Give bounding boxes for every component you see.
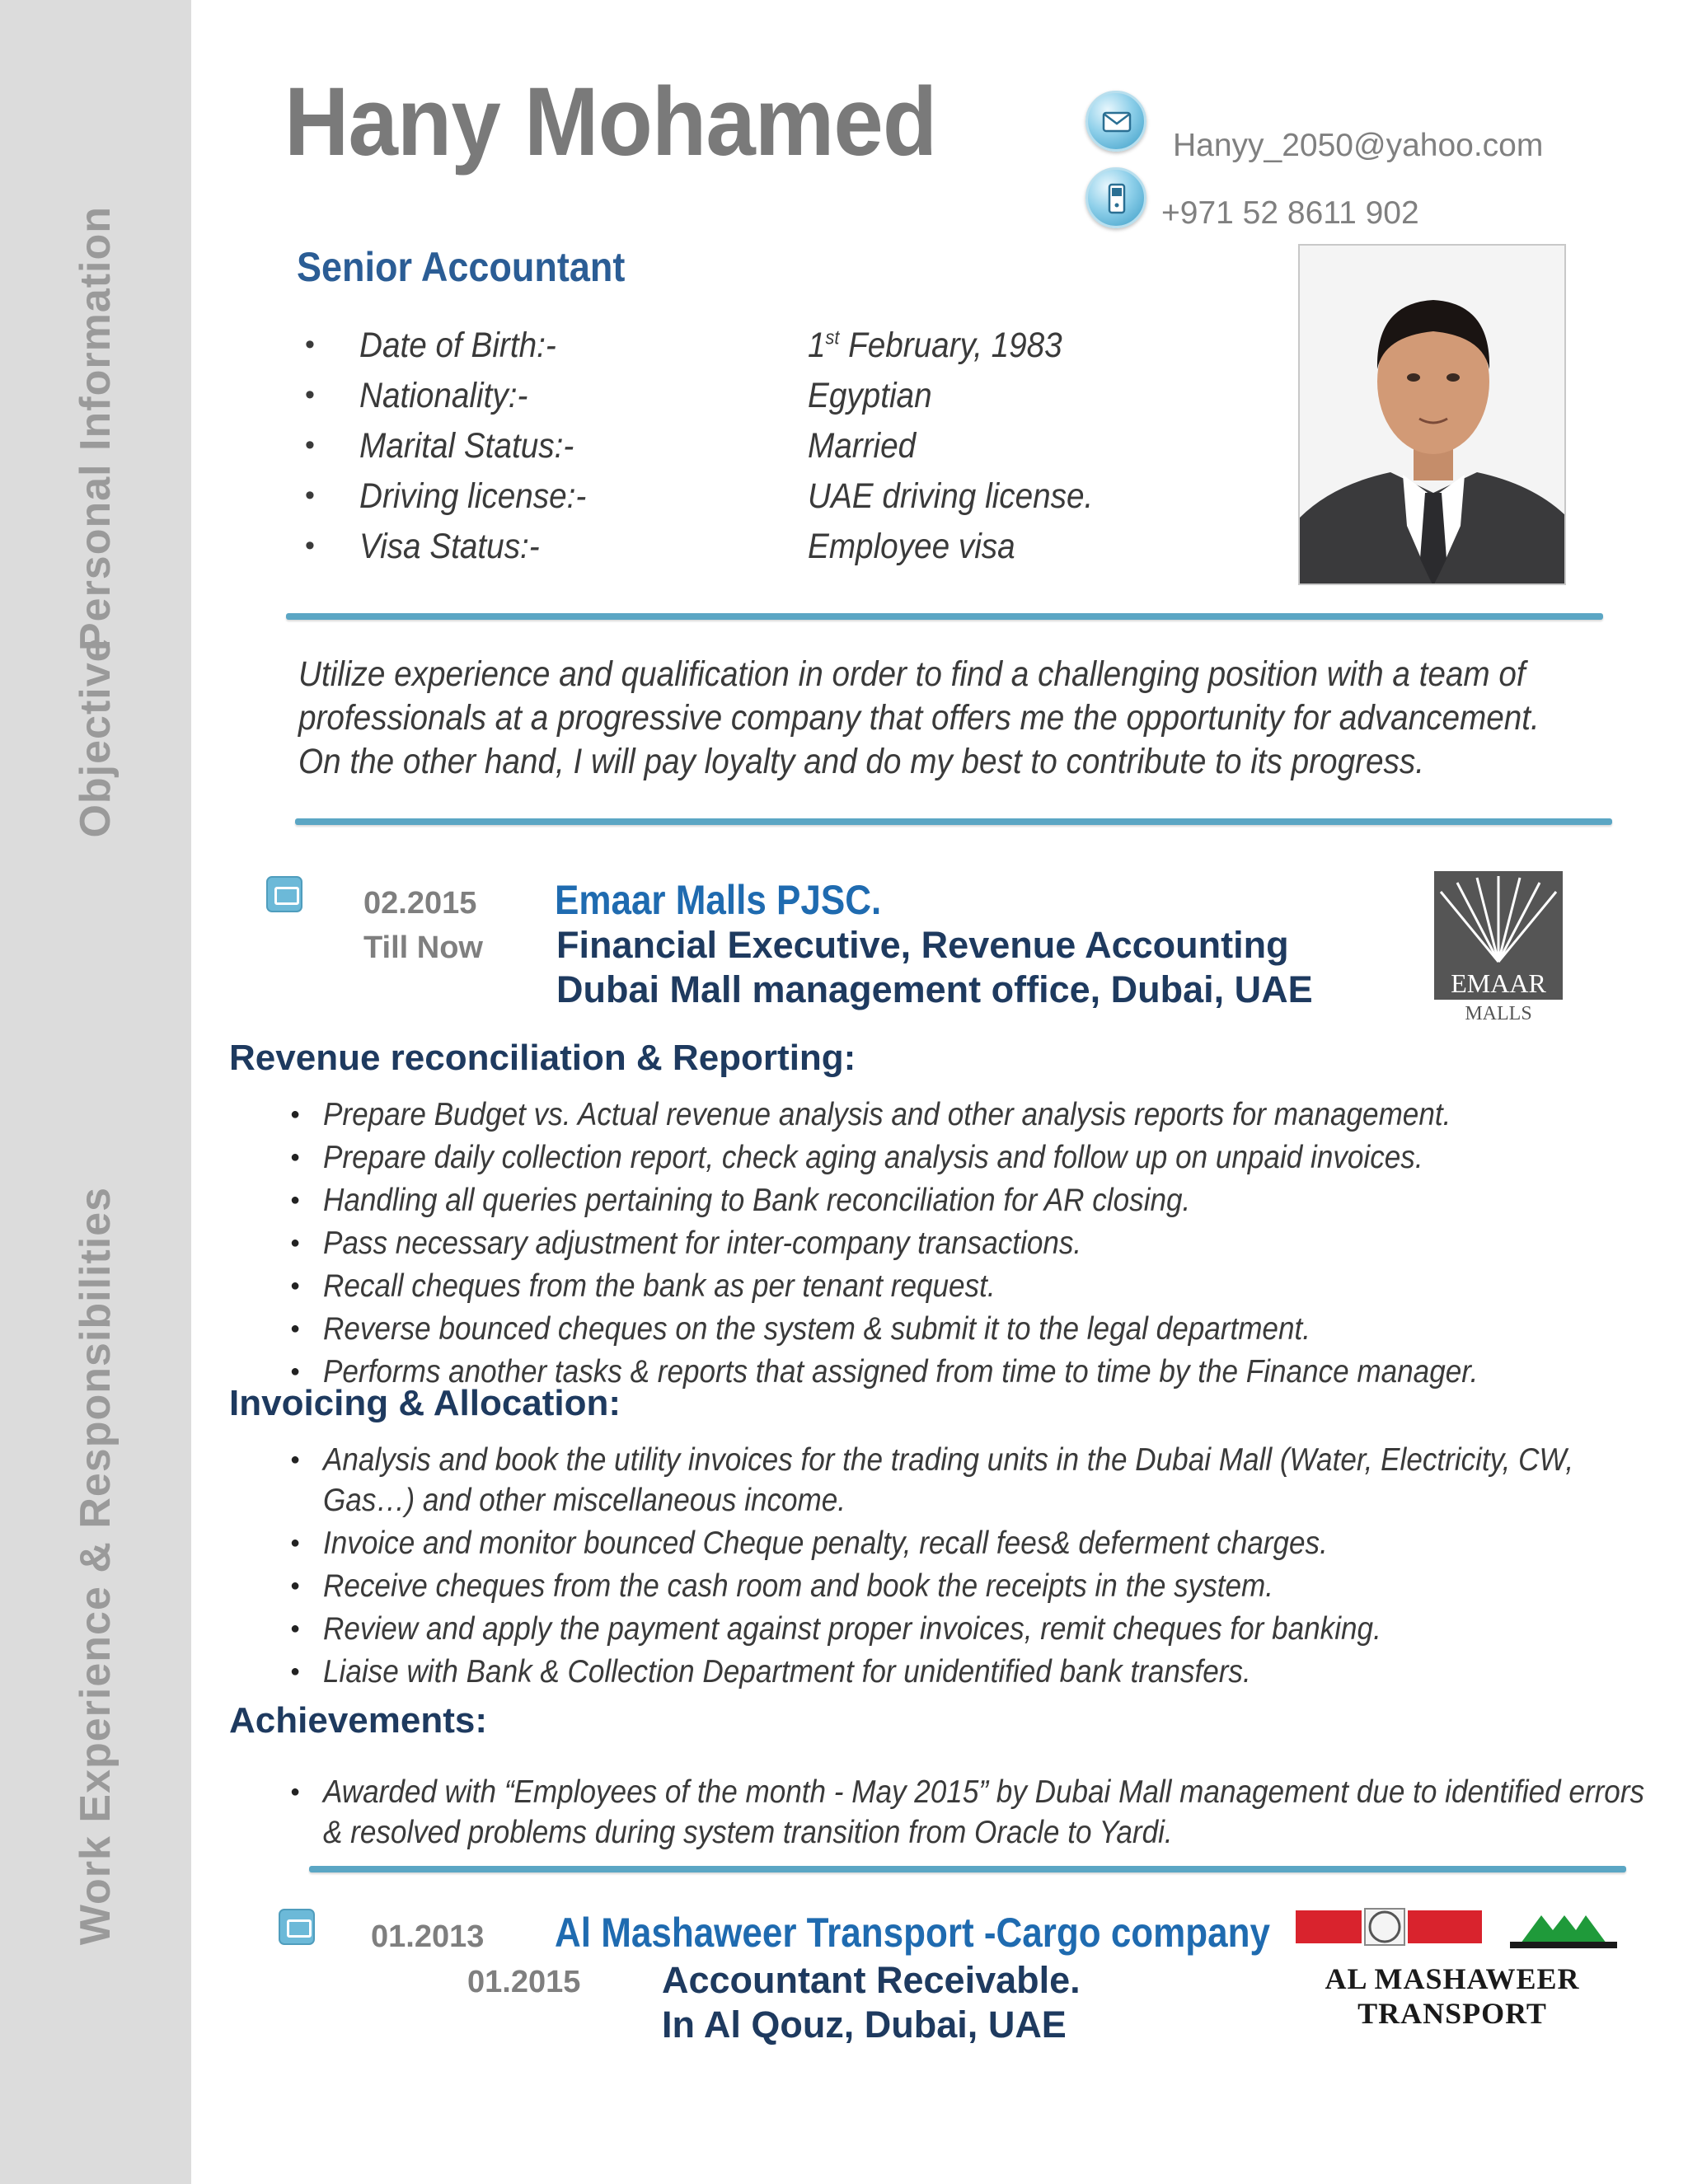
divider — [286, 613, 1603, 620]
list-item: ● Performs another tasks & reports that assigned from time to time by the Finance manager. — [290, 1352, 1642, 1392]
mashaweer-logo-line1: AL MASHAWEER — [1325, 1962, 1580, 1995]
phone-number: +971 52 8611 902 — [1161, 195, 1419, 231]
phone-icon — [1085, 167, 1146, 228]
list-item: ● Review and apply the payment against proper invoices, remit cheques for banking. — [290, 1609, 1642, 1649]
visa-label: Visa Status:- — [359, 527, 540, 566]
sidebar — [0, 0, 191, 2184]
email-link[interactable]: Hanyy_2050@yahoo.com — [1173, 128, 1544, 163]
detail-row-nationality: • Nationality:- Egyptian — [305, 376, 932, 415]
job2-company: Al Mashaweer Transport -Cargo company — [555, 1910, 1270, 1956]
list-item: ● Handling all queries pertaining to Bank reconciliation for AR closing. — [290, 1180, 1642, 1221]
job1-role: Financial Executive, Revenue Accounting — [556, 924, 1289, 966]
revenue-list — [290, 1094, 1642, 1394]
job2-location: In Al Qouz, Dubai, UAE — [662, 2004, 1067, 2046]
dob-value: 1st February, 1983 — [808, 326, 1062, 365]
detail-row-marital: • Marital Status:- Married — [305, 426, 917, 466]
revenue-heading: Revenue reconciliation & Reporting: — [229, 1038, 856, 1078]
divider — [309, 1866, 1626, 1872]
mashaweer-logo-line2: TRANSPORT — [1357, 1997, 1547, 2030]
list-item: ● Recall cheques from the bank as per tenant request. — [290, 1266, 1642, 1306]
briefcase-icon — [279, 1909, 315, 1945]
marital-label: Marital Status:- — [359, 426, 574, 466]
detail-row-dob: • Date of Birth:- 1st February, 1983 — [305, 326, 1062, 365]
list-item: ● Awarded with “Employees of the month - May 2015” by Dubai Mall management due to identified errors & resolved problems during system transition from Oracle to Yardi. — [290, 1772, 1642, 1853]
job2-date-from: 01.2013 — [371, 1919, 485, 1954]
job-title: Senior Accountant — [297, 244, 626, 290]
nationality-value: Egyptian — [808, 376, 932, 415]
list-item: ● Reverse bounced cheques on the system & submit it to the legal department. — [290, 1309, 1642, 1349]
briefcase-icon — [266, 876, 302, 912]
list-item: ● Analysis and book the utility invoices for the trading units in the Dubai Mall (Water, Electricity, CW, Gas…) and other miscellaneous income. — [290, 1440, 1642, 1521]
personal-information-label: Personal Information — [72, 205, 120, 652]
job1-date-from: 02.2015 — [363, 886, 477, 921]
job1-company: Emaar Malls PJSC. — [555, 877, 882, 923]
list-item: ● Invoice and monitor bounced Cheque penalty, recall fees& deferment charges. — [290, 1523, 1642, 1563]
personal-details — [305, 326, 1253, 577]
job1-location: Dubai Mall management office, Dubai, UAE — [556, 968, 1313, 1010]
divider — [295, 818, 1612, 825]
visa-value: Employee visa — [808, 527, 1015, 566]
job2-date-to: 01.2015 — [467, 1965, 581, 1999]
marital-value: Married — [808, 426, 917, 466]
invoicing-heading: Invoicing & Allocation: — [229, 1383, 621, 1423]
job1-date-to: Till Now — [363, 930, 483, 965]
job2-role: Accountant Receivable. — [662, 1959, 1081, 2001]
dob-label: Date of Birth:- — [359, 326, 556, 365]
mail-icon — [1085, 91, 1146, 152]
emaar-logo-text: EMAAR — [1451, 968, 1546, 998]
driving-label: Driving license:- — [359, 476, 587, 516]
list-item: ● Prepare Budget vs. Actual revenue analysis and other analysis reports for management. — [290, 1094, 1642, 1135]
candidate-name: Hany Mohamed — [284, 68, 937, 176]
al-mashaweer-logo — [1279, 1905, 1625, 2029]
list-item: ● Receive cheques from the cash room and book the receipts in the system. — [290, 1566, 1642, 1606]
work-experience-label: Work Experience & Responsibilities — [72, 1186, 120, 1946]
achievements-heading: Achievements: — [229, 1700, 488, 1741]
detail-row-driving: • Driving license:- UAE driving license. — [305, 476, 1094, 516]
list-item: ● Liaise with Bank & Collection Department for unidentified bank transfers. — [290, 1652, 1642, 1692]
invoicing-list — [290, 1440, 1642, 1694]
list-item: ● Prepare daily collection report, check aging analysis and follow up on unpaid invoices. — [290, 1137, 1642, 1178]
objective-text: Utilize experience and qualification in order to find a challenging position with a team of professionals at a progressive company that offers me the opportunity for advancement. On the other hand, I will pay loyalty and do my best to contribute to its progress. — [298, 654, 1540, 781]
detail-row-visa: • Visa Status:- Employee visa — [305, 527, 1015, 566]
emaar-malls-logo — [1434, 871, 1563, 1024]
objective-label: Objective — [72, 637, 120, 838]
nationality-label: Nationality:- — [359, 376, 528, 415]
driving-value: UAE driving license. — [808, 476, 1094, 516]
emaar-logo-subtext: MALLS — [1465, 1003, 1532, 1024]
achievements-list — [290, 1772, 1645, 1855]
list-item: ● Pass necessary adjustment for inter-company transactions. — [290, 1223, 1642, 1263]
profile-photo — [1298, 244, 1566, 585]
